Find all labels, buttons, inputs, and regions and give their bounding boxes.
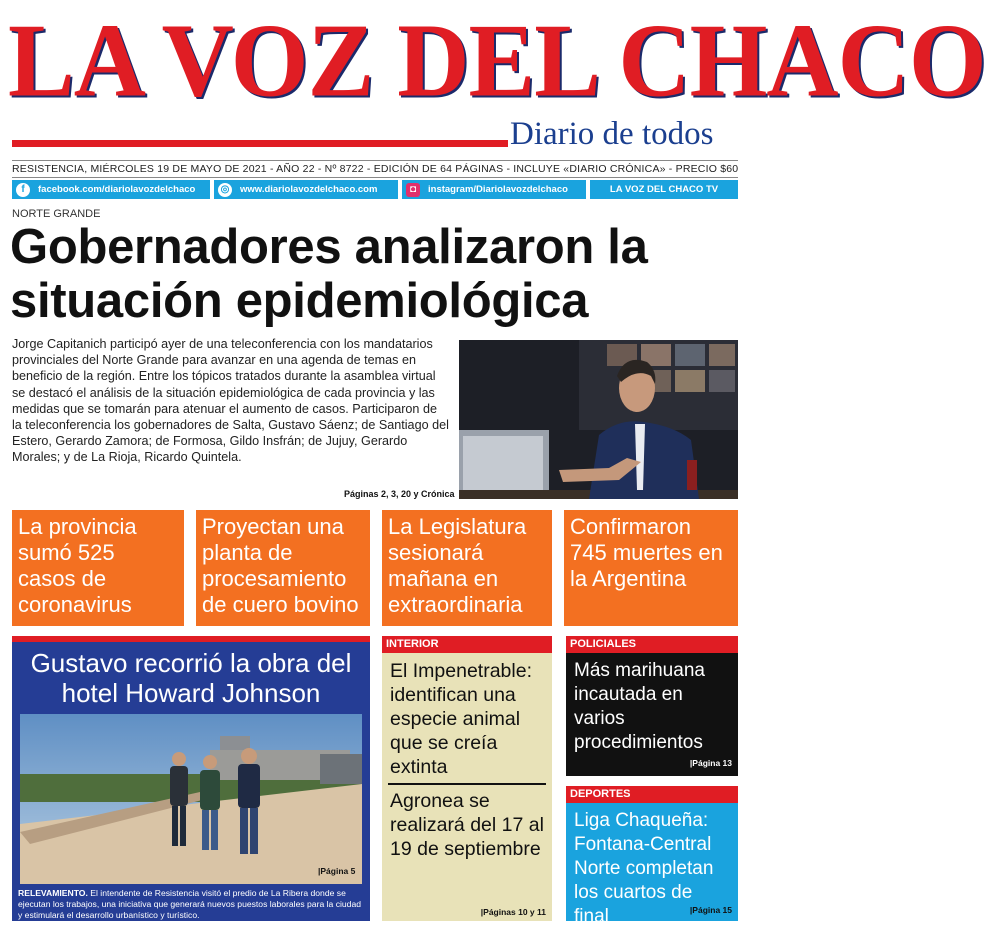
- feature-story[interactable]: [12, 636, 370, 921]
- tv-link[interactable]: [590, 180, 738, 199]
- hotel-visit-photo: [20, 714, 362, 884]
- website-link[interactable]: [214, 180, 398, 199]
- newspaper-tagline: Diario de todos: [510, 116, 714, 152]
- interior-label: INTERIOR: [382, 636, 552, 653]
- news-box-legislature[interactable]: La Legislatura sesionará mañana en extraordinaria: [382, 510, 552, 626]
- deportes-page: |Página 15: [689, 905, 732, 915]
- interior-section[interactable]: [382, 636, 552, 921]
- main-story-kicker: NORTE GRANDE: [12, 208, 101, 220]
- interior-headline-2: Agronea se realizará del 17 al 19 de septiembre: [390, 790, 544, 860]
- feature-page: |Página 5: [318, 866, 356, 876]
- feature-caption: [18, 888, 366, 921]
- caption-lead: RELEVAMIENTO.: [18, 888, 88, 898]
- facebook-icon: f: [16, 183, 30, 197]
- facebook-link[interactable]: [12, 180, 210, 199]
- main-story-body: Jorge Capitanich participó ayer de una teleconferencia con los mandatarios provinciales del Norte Grande para avanzar en una agenda de temas en beneficio de la región. Entre los tópicos tratados durante la asamblea virtual se destacó el análisis de la situación epidemiológica de cada provincia y las medidas que se tomarán para atenuar el aumento de casos. Participaron de la teleconferencia los gobernadores de Salta, Gustavo Sáenz; de Santiago del Estero, Gerardo Zamora; de Formosa, Gildo Insfrán; de Jujuy, Gerardo Morales; y de La Rioja, Ricardo Quintela.: [12, 337, 449, 465]
- website-label: www.diariolavozdelchaco.com: [240, 184, 378, 195]
- instagram-label: instagram/Diariolavozdelchaco: [428, 184, 568, 195]
- globe-icon: ◎: [218, 183, 232, 197]
- main-story-pages: Páginas 2, 3, 20 y Crónica: [344, 489, 455, 499]
- policiales-section[interactable]: [566, 636, 738, 776]
- policiales-label: POLICIALES: [566, 636, 738, 653]
- deportes-label: DEPORTES: [566, 786, 738, 803]
- masthead-rule: [12, 140, 508, 147]
- feature-headline: Gustavo recorrió la obra del hotel Howard Johnson: [30, 648, 352, 708]
- interior-headline-1: El Impenetrable: identifican una especie animal que se creía extinta: [390, 660, 532, 778]
- news-box-deaths[interactable]: Confirmaron 745 muertes en la Argentina: [564, 510, 738, 626]
- caption-text: El intendente de Resistencia visitó el predio de La Ribera donde se ejecutan los trabajos, una iniciativa que generará nuevos puestos laborales para la ciudad y estimulará el desarrollo urbanístico y turístico.: [18, 888, 362, 920]
- newspaper-title: LA VOZ DEL CHACO: [8, 1, 986, 119]
- instagram-icon: ◘: [406, 183, 420, 197]
- masthead: [0, 0, 986, 160]
- interior-pages: |Páginas 10 y 11: [480, 907, 546, 917]
- main-headline: Gobernadores analizaron la situación epidemiológica: [10, 220, 648, 328]
- tv-label: LA VOZ DEL CHACO TV: [609, 184, 719, 195]
- videoconference-photo: [459, 340, 738, 499]
- news-box-leather-plant[interactable]: Proyectan una planta de procesamiento de cuero bovino: [196, 510, 370, 626]
- policiales-page: |Página 13: [689, 758, 732, 768]
- news-box-coronavirus-cases[interactable]: La provincia sumó 525 casos de coronavirus: [12, 510, 184, 626]
- social-bar: [12, 180, 738, 199]
- deportes-section[interactable]: [566, 786, 738, 927]
- dateline: RESISTENCIA, MIÉRCOLES 19 DE MAYO DE 2021 - AÑO 22 - Nº 8722 - EDICIÓN DE 64 PÁGINAS - INCLUYE «DIARIO CRÓNICA» - PRECIO $60: [12, 160, 738, 178]
- facebook-label: facebook.com/diariolavozdelchaco: [38, 184, 196, 195]
- instagram-link[interactable]: [402, 180, 586, 199]
- deportes-headline: Liga Chaqueña: Fontana-Central Norte completan los cuartos de final: [574, 810, 714, 927]
- policiales-headline: Más marihuana incautada en varios procedimientos: [574, 660, 705, 753]
